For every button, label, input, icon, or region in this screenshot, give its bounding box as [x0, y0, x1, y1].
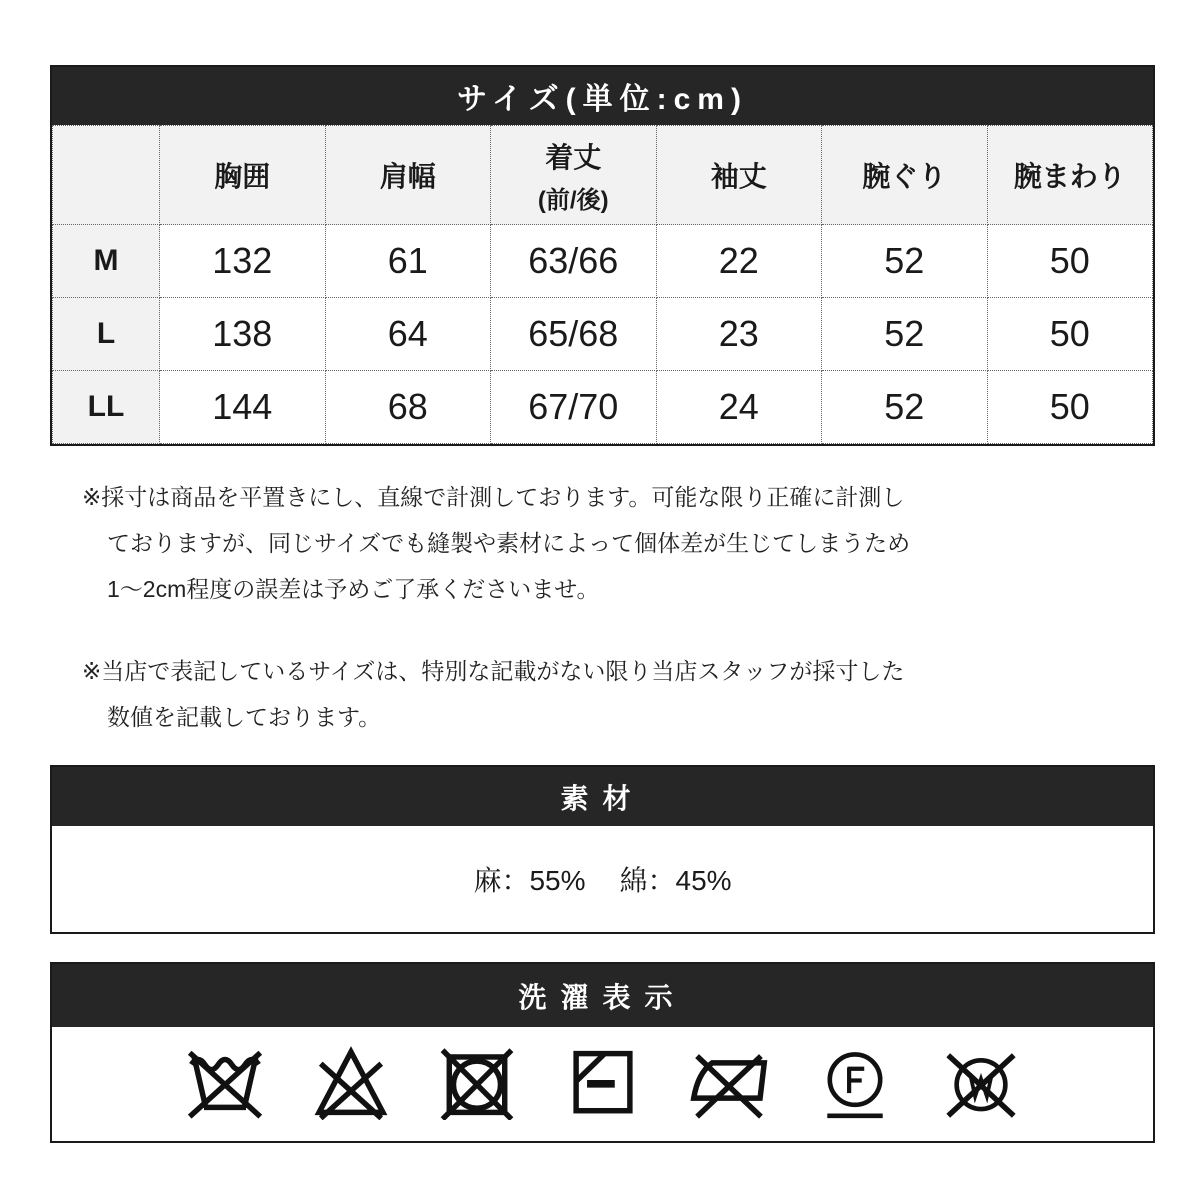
arm-value: 50	[987, 225, 1153, 298]
arm-value: 50	[987, 298, 1153, 371]
do-not-tumble-dry-icon	[435, 1046, 519, 1120]
sleeve-value: 24	[656, 371, 822, 444]
sleeve-value: 23	[656, 298, 822, 371]
sleeve-value: 22	[656, 225, 822, 298]
note-line: ておりますが、同じサイズでも縫製や素材によって個体差が生じてしまうため	[107, 530, 911, 556]
table-row-l	[53, 298, 1153, 371]
length-value: 63/66	[491, 225, 657, 298]
arm-value: 50	[987, 371, 1153, 444]
size-label: L	[53, 298, 160, 371]
dry-clean-petroleum-solvent-F-icon	[813, 1046, 897, 1120]
size-table-title: サイズ(単位:cm)	[52, 67, 1153, 125]
col-header-length-sub: (前/後)	[537, 186, 609, 214]
col-header-shoulder: 肩幅	[325, 126, 491, 225]
do-not-bleach-icon	[309, 1046, 393, 1120]
do-not-iron-icon	[687, 1046, 771, 1120]
shoulder-value: 68	[325, 371, 491, 444]
armhole-value: 52	[822, 371, 988, 444]
material-section	[50, 765, 1155, 934]
size-table-section	[50, 65, 1155, 446]
table-row-m	[53, 225, 1153, 298]
note-line: ※当店で表記しているサイズは、特別な記載がない限り当店スタッフが採寸した	[82, 658, 905, 684]
col-header-length	[491, 126, 657, 225]
armhole-value: 52	[822, 298, 988, 371]
col-header-sleeve: 袖丈	[656, 126, 822, 225]
size-table-header-row	[53, 126, 1153, 225]
care-symbols-row	[52, 1027, 1153, 1139]
shoulder-value: 64	[325, 298, 491, 371]
size-label: M	[53, 225, 160, 298]
size-label: LL	[53, 371, 160, 444]
col-header-length-main: 着丈	[545, 141, 602, 173]
care-label-title: 洗濯表示	[52, 964, 1153, 1027]
care-label-section	[50, 962, 1155, 1143]
note-line: 数値を記載しております。	[107, 704, 382, 730]
length-value: 65/68	[491, 298, 657, 371]
material-linen: 麻：55%	[473, 865, 586, 896]
dry-flat-in-shade-icon	[561, 1046, 645, 1120]
material-content	[52, 826, 1153, 932]
do-not-wash-icon	[183, 1046, 267, 1120]
measurement-note	[82, 474, 1122, 612]
shoulder-value: 61	[325, 225, 491, 298]
staff-measured-note	[82, 648, 1122, 740]
length-value: 67/70	[491, 371, 657, 444]
size-table	[52, 125, 1153, 444]
table-row-ll	[53, 371, 1153, 444]
chest-value: 138	[160, 298, 326, 371]
col-header-armhole: 腕ぐり	[822, 126, 988, 225]
material-title: 素材	[52, 767, 1153, 826]
corner-cell	[53, 126, 160, 225]
material-cotton: 綿：45%	[619, 865, 732, 896]
armhole-value: 52	[822, 225, 988, 298]
note-line: 1〜2cm程度の誤差は予めご了承くださいませ。	[107, 576, 600, 602]
do-not-wet-clean-icon	[939, 1046, 1023, 1120]
note-line: ※採寸は商品を平置きにし、直線で計測しております。可能な限り正確に計測し	[82, 484, 905, 510]
chest-value: 132	[160, 225, 326, 298]
col-header-arm-circumference: 腕まわり	[987, 126, 1153, 225]
col-header-chest: 胸囲	[160, 126, 326, 225]
chest-value: 144	[160, 371, 326, 444]
